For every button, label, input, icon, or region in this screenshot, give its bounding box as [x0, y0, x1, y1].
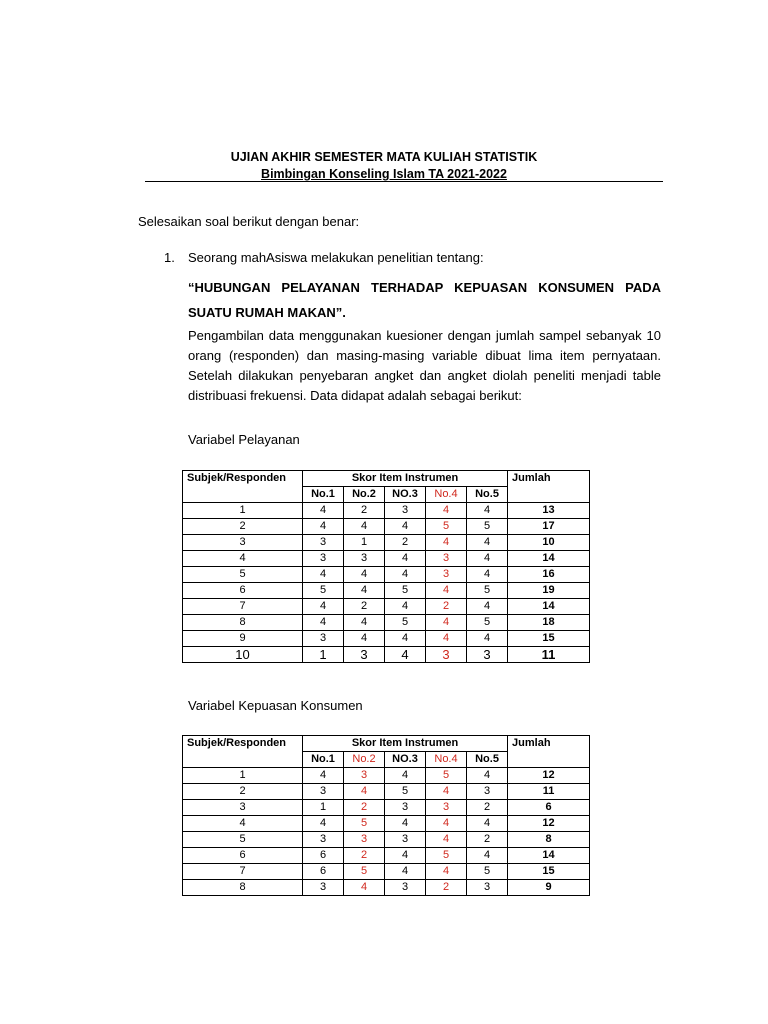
table-row	[183, 583, 590, 599]
score-cell: 4	[303, 519, 344, 535]
subject-cell: 5	[183, 832, 303, 848]
subject-cell: 4	[183, 816, 303, 832]
score-cell: 5	[426, 848, 467, 864]
table-row	[183, 848, 590, 864]
score-cell: 4	[426, 583, 467, 599]
total-header: Jumlah	[508, 736, 590, 768]
subject-cell: 10	[183, 647, 303, 663]
score-cell: 4	[303, 599, 344, 615]
total-cell: 11	[508, 647, 590, 663]
score-cell: 3	[426, 567, 467, 583]
score-cell: 4	[303, 615, 344, 631]
score-cell: 4	[467, 535, 508, 551]
total-cell: 15	[508, 864, 590, 880]
score-cell: 4	[467, 503, 508, 519]
subject-cell: 2	[183, 519, 303, 535]
table-row	[183, 864, 590, 880]
score-cell: 2	[344, 503, 385, 519]
score-cell: 4	[426, 832, 467, 848]
score-cell: 4	[385, 768, 426, 784]
table-row	[183, 768, 590, 784]
score-cell: 3	[467, 784, 508, 800]
score-cell: 5	[467, 519, 508, 535]
total-header: Jumlah	[508, 471, 590, 503]
subject-cell: 2	[183, 784, 303, 800]
score-group-header: Skor Item Instrumen	[303, 736, 508, 752]
score-cell: 4	[344, 631, 385, 647]
item-header: No.2	[344, 752, 385, 768]
score-cell: 3	[303, 535, 344, 551]
score-cell: 4	[385, 519, 426, 535]
score-cell: 5	[467, 583, 508, 599]
item-header: No.5	[467, 487, 508, 503]
score-cell: 3	[344, 647, 385, 663]
table-row	[183, 599, 590, 615]
score-cell: 4	[467, 848, 508, 864]
score-cell: 4	[467, 551, 508, 567]
score-cell: 3	[385, 800, 426, 816]
item-header: No.4	[426, 752, 467, 768]
table-row	[183, 800, 590, 816]
item-header: NO.3	[385, 752, 426, 768]
total-cell: 8	[508, 832, 590, 848]
total-cell: 17	[508, 519, 590, 535]
total-cell: 15	[508, 631, 590, 647]
exam-subtitle-text: Bimbingan Konseling Islam TA 2021-2022	[261, 167, 507, 181]
score-cell: 4	[385, 551, 426, 567]
score-cell: 4	[385, 848, 426, 864]
score-cell: 4	[467, 631, 508, 647]
score-cell: 3	[303, 784, 344, 800]
score-cell: 4	[385, 816, 426, 832]
item-header: No.1	[303, 752, 344, 768]
subject-cell: 1	[183, 503, 303, 519]
score-cell: 4	[467, 768, 508, 784]
instruction-text: Selesaikan soal berikut dengan benar:	[138, 214, 360, 229]
table-kepuasan	[182, 735, 590, 896]
score-cell: 3	[344, 832, 385, 848]
score-cell: 3	[426, 551, 467, 567]
score-cell: 4	[344, 567, 385, 583]
subject-cell: 5	[183, 567, 303, 583]
score-cell: 3	[303, 551, 344, 567]
score-cell: 2	[385, 535, 426, 551]
score-cell: 4	[303, 816, 344, 832]
item-header: No.5	[467, 752, 508, 768]
score-cell: 4	[303, 567, 344, 583]
score-cell: 6	[303, 848, 344, 864]
total-cell: 10	[508, 535, 590, 551]
question-lead: Seorang mahAsiswa melakukan penelitian tentang:	[188, 250, 484, 265]
table-row	[183, 567, 590, 583]
score-cell: 3	[385, 880, 426, 896]
item-header: No.4	[426, 487, 467, 503]
score-cell: 4	[344, 615, 385, 631]
subject-cell: 4	[183, 551, 303, 567]
score-cell: 4	[426, 535, 467, 551]
score-cell: 4	[344, 784, 385, 800]
score-cell: 1	[303, 800, 344, 816]
score-cell: 3	[303, 832, 344, 848]
score-cell: 4	[344, 583, 385, 599]
score-cell: 5	[344, 816, 385, 832]
score-cell: 4	[426, 784, 467, 800]
score-cell: 5	[344, 864, 385, 880]
table-label-pelayanan: Variabel Pelayanan	[188, 432, 300, 447]
score-cell: 3	[303, 631, 344, 647]
exam-subtitle	[0, 167, 768, 181]
question-number: 1.	[164, 250, 175, 265]
score-cell: 4	[426, 615, 467, 631]
table-row	[183, 832, 590, 848]
item-header: No.1	[303, 487, 344, 503]
score-cell: 4	[385, 864, 426, 880]
subject-cell: 8	[183, 880, 303, 896]
table-row	[183, 784, 590, 800]
score-cell: 2	[426, 880, 467, 896]
table-row	[183, 503, 590, 519]
score-cell: 2	[467, 832, 508, 848]
score-cell: 4	[467, 567, 508, 583]
subject-cell: 3	[183, 535, 303, 551]
table-row	[183, 816, 590, 832]
subject-cell: 7	[183, 864, 303, 880]
table-row	[183, 615, 590, 631]
total-cell: 16	[508, 567, 590, 583]
subject-cell: 3	[183, 800, 303, 816]
score-cell: 2	[467, 800, 508, 816]
score-cell: 4	[426, 864, 467, 880]
total-cell: 14	[508, 551, 590, 567]
total-cell: 18	[508, 615, 590, 631]
score-cell: 1	[344, 535, 385, 551]
total-cell: 12	[508, 768, 590, 784]
table-row	[183, 551, 590, 567]
research-title: “HUBUNGAN PELAYANAN TERHADAP KEPUASAN KONSUMEN PADA SUATU RUMAH MAKAN”.	[188, 280, 661, 320]
score-cell: 4	[385, 647, 426, 663]
table-pelayanan	[182, 470, 590, 663]
score-cell: 1	[303, 647, 344, 663]
score-cell: 5	[385, 583, 426, 599]
subject-cell: 6	[183, 848, 303, 864]
score-cell: 5	[385, 615, 426, 631]
score-cell: 3	[385, 503, 426, 519]
score-cell: 5	[467, 864, 508, 880]
score-cell: 3	[467, 647, 508, 663]
total-cell: 14	[508, 848, 590, 864]
subject-cell: 6	[183, 583, 303, 599]
subject-header: Subjek/Responden	[183, 471, 303, 503]
score-cell: 4	[344, 880, 385, 896]
score-cell: 3	[344, 551, 385, 567]
total-cell: 13	[508, 503, 590, 519]
score-cell: 4	[426, 503, 467, 519]
subject-cell: 9	[183, 631, 303, 647]
total-cell: 19	[508, 583, 590, 599]
header-row	[183, 736, 590, 752]
subject-cell: 7	[183, 599, 303, 615]
score-group-header: Skor Item Instrumen	[303, 471, 508, 487]
total-cell: 11	[508, 784, 590, 800]
exam-title: UJIAN AKHIR SEMESTER MATA KULIAH STATISTIK	[230, 150, 538, 164]
table-label-kepuasan: Variabel Kepuasan Konsumen	[188, 698, 363, 713]
score-cell: 4	[426, 816, 467, 832]
total-cell: 14	[508, 599, 590, 615]
table-row	[183, 631, 590, 647]
score-cell: 4	[385, 567, 426, 583]
score-cell: 5	[426, 519, 467, 535]
header-row	[183, 471, 590, 487]
score-cell: 2	[344, 599, 385, 615]
table-row	[183, 535, 590, 551]
score-cell: 5	[426, 768, 467, 784]
score-cell: 4	[467, 816, 508, 832]
score-cell: 4	[385, 631, 426, 647]
score-cell: 3	[385, 832, 426, 848]
score-cell: 4	[303, 503, 344, 519]
score-cell: 3	[426, 800, 467, 816]
subject-header: Subjek/Responden	[183, 736, 303, 768]
score-cell: 6	[303, 864, 344, 880]
table-row	[183, 647, 590, 663]
score-cell: 2	[344, 848, 385, 864]
subject-cell: 8	[183, 615, 303, 631]
header-divider	[145, 181, 663, 182]
score-cell: 2	[344, 800, 385, 816]
total-cell: 12	[508, 816, 590, 832]
total-cell: 9	[508, 880, 590, 896]
score-cell: 3	[467, 880, 508, 896]
table-row	[183, 880, 590, 896]
score-cell: 4	[426, 631, 467, 647]
score-cell: 5	[467, 615, 508, 631]
score-cell: 2	[426, 599, 467, 615]
score-cell: 5	[303, 583, 344, 599]
score-cell: 3	[426, 647, 467, 663]
score-cell: 4	[344, 519, 385, 535]
score-cell: 3	[344, 768, 385, 784]
item-header: NO.3	[385, 487, 426, 503]
score-cell: 3	[303, 880, 344, 896]
question-body: Pengambilan data menggunakan kuesioner dengan jumlah sampel sebanyak 10 orang (responden) dan masing-masing variable dibuat lima item pernyataan. Setelah dilakukan penyebaran angket dan angket diolah peneliti menjadi table distribuasi frekuensi. Data didapat adalah sebagai berikut:	[188, 328, 661, 403]
score-cell: 4	[385, 599, 426, 615]
table-row	[183, 519, 590, 535]
item-header: No.2	[344, 487, 385, 503]
subject-cell: 1	[183, 768, 303, 784]
total-cell: 6	[508, 800, 590, 816]
score-cell: 4	[467, 599, 508, 615]
score-cell: 5	[385, 784, 426, 800]
score-cell: 4	[303, 768, 344, 784]
